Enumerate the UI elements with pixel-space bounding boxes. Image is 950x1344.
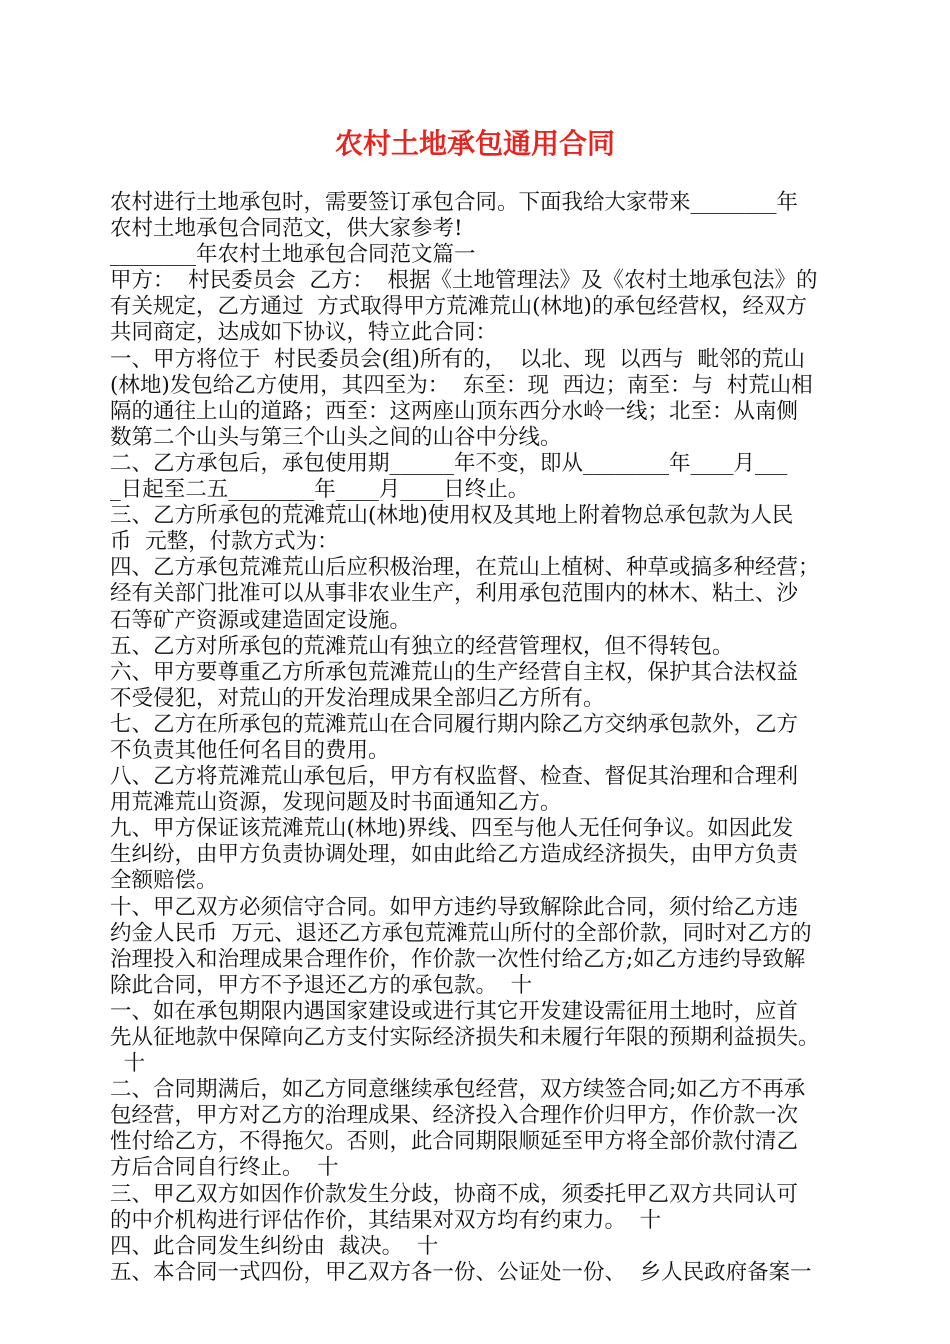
body-line: 四、此合同发生纠纷由 裁决。 十 bbox=[110, 1233, 439, 1259]
body-line: 经有关部门批准可以从事非农业生产，利用承包范围内的林木、粘土、沙 bbox=[110, 581, 799, 607]
body-line: (林地)发包给乙方使用，其四至为： 东至：现 西边；南至：与 村荒山相 bbox=[110, 372, 813, 398]
body-line: 一、如在承包期限内遇国家建设或进行其它开发建设需征用土地时，应首 bbox=[110, 998, 799, 1024]
body-line: 先从征地款中保障向乙方支付实际经济损失和未履行年限的预期利益损失。 bbox=[110, 1025, 820, 1050]
body-line: 四、乙方承包荒滩荒山后应积极治理，在荒山上植树、种草或搞多种经营； bbox=[110, 555, 820, 581]
document-title: 农村土地承包通用合同 bbox=[334, 127, 615, 160]
body-line: 隔的通往上山的道路；西至：这两座山顶东西分水岭一线；北至：从南侧 bbox=[110, 398, 799, 424]
body-line: 五、本合同一式四份，甲乙双方各一份、公证处一份、 乡人民政府备案一 bbox=[110, 1259, 812, 1285]
body-line: 九、甲方保证该荒滩荒山(林地)界线、四至与他人无任何争议。如因此发 bbox=[110, 816, 794, 842]
body-line: 性付给乙方，不得拖欠。否则，此合同期限顺延至甲方将全部价款付清乙 bbox=[110, 1129, 799, 1155]
body-line: 十 bbox=[110, 1051, 146, 1077]
document-body bbox=[110, 190, 855, 1286]
body-line: 八、乙方将荒滩荒山承包后，甲方有权监督、检查、督促其治理和合理利 bbox=[110, 764, 799, 790]
body-line: 约金人民币 万元、退还乙方承包荒滩荒山所付的全部价款，同时对乙方的 bbox=[110, 920, 812, 946]
body-line: 不负责其他任何名目的费用。 bbox=[110, 737, 390, 763]
body-line: 有关规定，乙方通过 方式取得甲方荒滩荒山(林地)的承包经营权，经双方 bbox=[110, 294, 807, 320]
body-line: 的中介机构进行评估作价，其结果对双方均有约束力。 十 bbox=[110, 1207, 662, 1233]
body-line: 农村土地承包合同范文，供大家参考! bbox=[110, 216, 463, 242]
body-line: 六、甲方要尊重乙方所承包荒滩荒山的生产经营自主权，保护其合法权益 bbox=[110, 659, 799, 685]
body-line: 除此合同，甲方不予退还乙方的承包款。 十 bbox=[110, 972, 533, 998]
body-line: ________年农村土地承包合同范文篇一 bbox=[110, 242, 476, 268]
body-line: 五、乙方对所承包的荒滩荒山有独立的经营管理权，但不得转包。 bbox=[110, 633, 734, 659]
body-line: 用荒滩荒山资源，发现问题及时书面通知乙方。 bbox=[110, 790, 562, 816]
body-line: _日起至二五________年____月____日终止。 bbox=[110, 477, 530, 503]
body-line: 全额赔偿。 bbox=[110, 868, 218, 894]
body-line: 包经营，甲方对乙方的治理成果、经济投入合理作价归甲方，作价款一次 bbox=[110, 1103, 799, 1129]
body-line: 共同商定，达成如下协议，特立此合同： bbox=[110, 320, 498, 346]
body-line: 方后合同自行终止。 十 bbox=[110, 1155, 339, 1181]
body-line: 三、乙方所承包的荒滩荒山(林地)使用权及其地上附着物总承包款为人民 bbox=[110, 503, 794, 529]
body-line: 二、乙方承包后，承包使用期______年不变，即从________年____月___ bbox=[110, 450, 788, 476]
body-line: 一、甲方将位于 村民委员会(组)所有的， 以北、现 以西与 毗邻的荒山 bbox=[110, 346, 805, 372]
body-line: 甲方： 村民委员会 乙方： 根据《土地管理法》及《农村土地承包法》的 bbox=[110, 268, 818, 294]
body-line: 三、甲乙双方如因作价款发生分歧，协商不成，须委托甲乙双方共同认可 bbox=[110, 1181, 799, 1207]
body-line: 石等矿产资源或建造固定设施。 bbox=[110, 607, 412, 633]
body-line: 治理投入和治理成果合理作价，作价款一次性付给乙方;如乙方违约导致解 bbox=[110, 946, 806, 972]
body-line: 农村进行土地承包时，需要签订承包合同。下面我给大家带来________年 bbox=[110, 190, 799, 215]
body-line: 不受侵犯，对荒山的开发治理成果全部归乙方所有。 bbox=[110, 685, 605, 711]
body-line: 二、合同期满后，如乙方同意继续承包经营，双方续签合同;如乙方不再承 bbox=[110, 1077, 806, 1103]
body-line: 数第二个山头与第三个山头之间的山谷中分线。 bbox=[110, 424, 562, 450]
body-line: 币 元整，付款方式为： bbox=[110, 529, 339, 555]
body-line: 生纠纷，由甲方负责协调处理，如由此给乙方造成经济损失，由甲方负责 bbox=[110, 842, 799, 868]
body-line: 十、甲乙双方必须信守合同。如甲方违约导致解除此合同，须付给乙方违 bbox=[110, 894, 799, 920]
body-line: 七、乙方在所承包的荒滩荒山在合同履行期内除乙方交纳承包款外，乙方 bbox=[110, 711, 799, 737]
